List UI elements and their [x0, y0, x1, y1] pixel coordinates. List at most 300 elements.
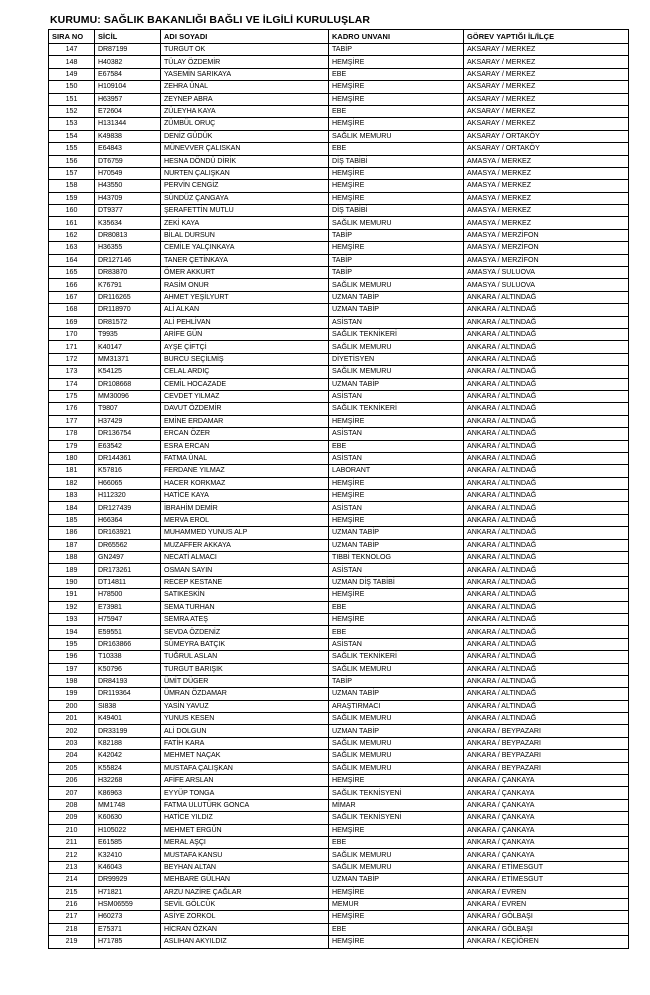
- cell-adi-soyadi: ALİ DOLGUN: [161, 725, 329, 737]
- cell-adi-soyadi: FATMA ÜNAL: [161, 452, 329, 464]
- cell-kadro-unvani: UZMAN TABİP: [329, 378, 464, 390]
- table-row: [49, 254, 629, 266]
- cell-gorev-yeri: ANKARA / GÖLBAŞI: [464, 923, 629, 935]
- cell-sicil: DR144361: [95, 452, 161, 464]
- cell-gorev-yeri: ANKARA / ALTINDAĞ: [464, 626, 629, 638]
- cell-adi-soyadi: CEMİL HOCAZADE: [161, 378, 329, 390]
- cell-adi-soyadi: TUĞRUL ASLAN: [161, 651, 329, 663]
- cell-gorev-yeri: AMASYA / MERZİFON: [464, 242, 629, 254]
- cell-sicil: K50796: [95, 663, 161, 675]
- cell-gorev-yeri: ANKARA / ALTINDAĞ: [464, 688, 629, 700]
- cell-sira-no: 153: [49, 118, 95, 130]
- cell-kadro-unvani: DİŞ TABİBİ: [329, 205, 464, 217]
- cell-sira-no: 154: [49, 130, 95, 142]
- cell-sira-no: 205: [49, 762, 95, 774]
- cell-sicil: DR118970: [95, 304, 161, 316]
- cell-kadro-unvani: HEMŞİRE: [329, 81, 464, 93]
- cell-kadro-unvani: SAĞLIK TEKNİSYENİ: [329, 787, 464, 799]
- cell-gorev-yeri: ANKARA / ALTINDAĞ: [464, 651, 629, 663]
- table-row: [49, 527, 629, 539]
- cell-sira-no: 207: [49, 787, 95, 799]
- cell-gorev-yeri: ANKARA / ALTINDAĞ: [464, 502, 629, 514]
- cell-gorev-yeri: ANKARA / EVREN: [464, 886, 629, 898]
- cell-adi-soyadi: FATİH KARA: [161, 737, 329, 749]
- table-row: [49, 601, 629, 613]
- cell-adi-soyadi: MÜNEVVER ÇALISKAN: [161, 143, 329, 155]
- cell-sicil: DR99929: [95, 874, 161, 886]
- table-row: [49, 155, 629, 167]
- cell-sicil: MM1748: [95, 799, 161, 811]
- cell-sira-no: 184: [49, 502, 95, 514]
- table-row: [49, 328, 629, 340]
- cell-sira-no: 213: [49, 861, 95, 873]
- cell-gorev-yeri: ANKARA / ALTINDAĞ: [464, 713, 629, 725]
- table-row: [49, 316, 629, 328]
- cell-sira-no: 188: [49, 552, 95, 564]
- cell-sira-no: 164: [49, 254, 95, 266]
- cell-gorev-yeri: ANKARA / ÇANKAYA: [464, 787, 629, 799]
- cell-adi-soyadi: ÖMER AKKURT: [161, 267, 329, 279]
- table-row: [49, 118, 629, 130]
- cell-adi-soyadi: RECEP KESTANE: [161, 576, 329, 588]
- table-row: [49, 242, 629, 254]
- cell-sicil: K42042: [95, 750, 161, 762]
- cell-sira-no: 179: [49, 440, 95, 452]
- cell-kadro-unvani: ASİSTAN: [329, 502, 464, 514]
- cell-kadro-unvani: EBE: [329, 68, 464, 80]
- cell-gorev-yeri: AMASYA / MERKEZ: [464, 205, 629, 217]
- cell-sicil: SI838: [95, 700, 161, 712]
- cell-gorev-yeri: ANKARA / ALTINDAĞ: [464, 514, 629, 526]
- table-row: [49, 440, 629, 452]
- cell-sicil: T9935: [95, 328, 161, 340]
- cell-kadro-unvani: SAĞLIK MEMURU: [329, 217, 464, 229]
- table-row: [49, 589, 629, 601]
- cell-kadro-unvani: EBE: [329, 105, 464, 117]
- cell-kadro-unvani: HEMŞİRE: [329, 514, 464, 526]
- cell-sicil: DR127146: [95, 254, 161, 266]
- cell-sicil: DR84193: [95, 675, 161, 687]
- cell-kadro-unvani: HEMŞİRE: [329, 589, 464, 601]
- cell-sira-no: 210: [49, 824, 95, 836]
- cell-gorev-yeri: ANKARA / ALTINDAĞ: [464, 403, 629, 415]
- cell-sira-no: 149: [49, 68, 95, 80]
- table-row: [49, 477, 629, 489]
- cell-kadro-unvani: HEMŞİRE: [329, 936, 464, 948]
- cell-gorev-yeri: ANKARA / ALTINDAĞ: [464, 378, 629, 390]
- cell-sira-no: 200: [49, 700, 95, 712]
- cell-sira-no: 185: [49, 514, 95, 526]
- cell-sicil: DR81572: [95, 316, 161, 328]
- table-row: [49, 502, 629, 514]
- cell-sira-no: 166: [49, 279, 95, 291]
- cell-sicil: DR65562: [95, 539, 161, 551]
- cell-gorev-yeri: ANKARA / ALTINDAĞ: [464, 465, 629, 477]
- cell-sira-no: 158: [49, 180, 95, 192]
- cell-adi-soyadi: HESNA DÖNDÜ DİRİK: [161, 155, 329, 167]
- cell-kadro-unvani: HEMŞİRE: [329, 824, 464, 836]
- cell-sicil: H112320: [95, 490, 161, 502]
- cell-sicil: H78500: [95, 589, 161, 601]
- cell-sira-no: 160: [49, 205, 95, 217]
- cell-sicil: K60630: [95, 812, 161, 824]
- cell-sicil: DR87199: [95, 44, 161, 56]
- table-row: [49, 824, 629, 836]
- column-header-adi-soyadi: ADI SOYADI: [161, 30, 329, 44]
- cell-sira-no: 217: [49, 911, 95, 923]
- cell-gorev-yeri: AMASYA / MERZİFON: [464, 229, 629, 241]
- cell-gorev-yeri: ANKARA / ALTINDAĞ: [464, 328, 629, 340]
- cell-adi-soyadi: MEHBARE GÜLHAN: [161, 874, 329, 886]
- cell-adi-soyadi: MERVA EROL: [161, 514, 329, 526]
- cell-adi-soyadi: BURCU SEÇİLMİŞ: [161, 353, 329, 365]
- cell-gorev-yeri: AKSARAY / MERKEZ: [464, 93, 629, 105]
- cell-sira-no: 151: [49, 93, 95, 105]
- cell-sicil: T9807: [95, 403, 161, 415]
- table-row: [49, 787, 629, 799]
- cell-kadro-unvani: DİŞ TABİBİ: [329, 155, 464, 167]
- cell-adi-soyadi: ASLIHAN AKYILDIZ: [161, 936, 329, 948]
- cell-sira-no: 159: [49, 192, 95, 204]
- cell-sira-no: 190: [49, 576, 95, 588]
- table-row: [49, 651, 629, 663]
- cell-sicil: DR163866: [95, 638, 161, 650]
- cell-kadro-unvani: TIBBİ TEKNOLOG: [329, 552, 464, 564]
- cell-sicil: E63542: [95, 440, 161, 452]
- cell-sira-no: 168: [49, 304, 95, 316]
- cell-sira-no: 209: [49, 812, 95, 824]
- cell-kadro-unvani: HEMŞİRE: [329, 490, 464, 502]
- cell-kadro-unvani: EBE: [329, 837, 464, 849]
- cell-gorev-yeri: ANKARA / ALTINDAĞ: [464, 428, 629, 440]
- cell-kadro-unvani: TABİP: [329, 254, 464, 266]
- cell-sicil: E59551: [95, 626, 161, 638]
- cell-gorev-yeri: ANKARA / ETİMESGUT: [464, 861, 629, 873]
- table-row: [49, 217, 629, 229]
- cell-kadro-unvani: ASİSTAN: [329, 390, 464, 402]
- table-row: [49, 775, 629, 787]
- cell-sicil: H37429: [95, 415, 161, 427]
- cell-gorev-yeri: ANKARA / BEYPAZARI: [464, 725, 629, 737]
- cell-sicil: E72604: [95, 105, 161, 117]
- table-row: [49, 143, 629, 155]
- cell-adi-soyadi: TURGUT BARIŞIK: [161, 663, 329, 675]
- table-row: [49, 192, 629, 204]
- cell-sira-no: 216: [49, 898, 95, 910]
- cell-sira-no: 183: [49, 490, 95, 502]
- cell-kadro-unvani: ARAŞTIRMACI: [329, 700, 464, 712]
- cell-sira-no: 181: [49, 465, 95, 477]
- cell-kadro-unvani: SAĞLIK MEMURU: [329, 750, 464, 762]
- cell-sira-no: 156: [49, 155, 95, 167]
- cell-kadro-unvani: SAĞLIK MEMURU: [329, 713, 464, 725]
- table-row: [49, 452, 629, 464]
- cell-gorev-yeri: AMASYA / SULUOVA: [464, 267, 629, 279]
- cell-sicil: H63957: [95, 93, 161, 105]
- cell-sicil: K82188: [95, 737, 161, 749]
- cell-sicil: H40382: [95, 56, 161, 68]
- cell-sira-no: 203: [49, 737, 95, 749]
- cell-kadro-unvani: ASİSTAN: [329, 638, 464, 650]
- cell-adi-soyadi: DENİZ GÜDÜK: [161, 130, 329, 142]
- cell-sira-no: 169: [49, 316, 95, 328]
- cell-adi-soyadi: ARZU NAZİRE ÇAĞLAR: [161, 886, 329, 898]
- cell-sira-no: 199: [49, 688, 95, 700]
- cell-gorev-yeri: ANKARA / ALTINDAĞ: [464, 452, 629, 464]
- cell-adi-soyadi: TANER ÇETİNKAYA: [161, 254, 329, 266]
- cell-kadro-unvani: HEMŞİRE: [329, 192, 464, 204]
- cell-gorev-yeri: ANKARA / ÇANKAYA: [464, 812, 629, 824]
- cell-adi-soyadi: BEYHAN ALTAN: [161, 861, 329, 873]
- table-row: [49, 861, 629, 873]
- cell-adi-soyadi: ASİYE ZORKOL: [161, 911, 329, 923]
- page-title: KURUMU: SAĞLIK BAKANLIĞI BAĞLI VE İLGİLİ KURULUŞLAR: [50, 14, 371, 26]
- cell-gorev-yeri: ANKARA / ALTINDAĞ: [464, 589, 629, 601]
- cell-kadro-unvani: EBE: [329, 440, 464, 452]
- cell-adi-soyadi: ÜMİT DÜGER: [161, 675, 329, 687]
- table-row: [49, 415, 629, 427]
- cell-sira-no: 167: [49, 291, 95, 303]
- cell-adi-soyadi: ESRA ERCAN: [161, 440, 329, 452]
- column-header-sira-no: SIRA NO: [49, 30, 95, 44]
- cell-kadro-unvani: TABİP: [329, 229, 464, 241]
- table-row: [49, 130, 629, 142]
- cell-sicil: H75947: [95, 613, 161, 625]
- table-row: [49, 539, 629, 551]
- cell-kadro-unvani: ASİSTAN: [329, 316, 464, 328]
- cell-kadro-unvani: HEMŞİRE: [329, 775, 464, 787]
- cell-adi-soyadi: NECATİ ALMACI: [161, 552, 329, 564]
- cell-sira-no: 177: [49, 415, 95, 427]
- cell-kadro-unvani: HEMŞİRE: [329, 477, 464, 489]
- cell-sira-no: 204: [49, 750, 95, 762]
- cell-sira-no: 174: [49, 378, 95, 390]
- cell-gorev-yeri: ANKARA / ÇANKAYA: [464, 799, 629, 811]
- cell-sira-no: 187: [49, 539, 95, 551]
- cell-sira-no: 157: [49, 167, 95, 179]
- cell-gorev-yeri: AKSARAY / MERKEZ: [464, 44, 629, 56]
- table-row: [49, 663, 629, 675]
- cell-adi-soyadi: FERDANE YILMAZ: [161, 465, 329, 477]
- cell-kadro-unvani: UZMAN TABİP: [329, 539, 464, 551]
- cell-gorev-yeri: AMASYA / MERKEZ: [464, 155, 629, 167]
- cell-gorev-yeri: AKSARAY / MERKEZ: [464, 81, 629, 93]
- cell-kadro-unvani: UZMAN TABİP: [329, 688, 464, 700]
- table-row: [49, 105, 629, 117]
- cell-kadro-unvani: SAĞLIK TEKNİKERİ: [329, 328, 464, 340]
- cell-adi-soyadi: PERVİN CENGİZ: [161, 180, 329, 192]
- table-row: [49, 56, 629, 68]
- cell-adi-soyadi: CEMİLE YALÇINKAYA: [161, 242, 329, 254]
- cell-kadro-unvani: HEMŞİRE: [329, 180, 464, 192]
- cell-sira-no: 176: [49, 403, 95, 415]
- cell-sicil: DR33199: [95, 725, 161, 737]
- table-row: [49, 44, 629, 56]
- cell-sicil: E67584: [95, 68, 161, 80]
- cell-sicil: DR83870: [95, 267, 161, 279]
- cell-sira-no: 197: [49, 663, 95, 675]
- table-row: [49, 638, 629, 650]
- cell-kadro-unvani: UZMAN TABİP: [329, 725, 464, 737]
- cell-adi-soyadi: SEMRA ATEŞ: [161, 613, 329, 625]
- cell-sira-no: 180: [49, 452, 95, 464]
- cell-sira-no: 148: [49, 56, 95, 68]
- cell-gorev-yeri: AMASYA / MERKEZ: [464, 180, 629, 192]
- cell-kadro-unvani: HEMŞİRE: [329, 242, 464, 254]
- cell-adi-soyadi: RASİM ONUR: [161, 279, 329, 291]
- cell-sira-no: 206: [49, 775, 95, 787]
- cell-gorev-yeri: ANKARA / BEYPAZARI: [464, 737, 629, 749]
- cell-sicil: GN2497: [95, 552, 161, 564]
- cell-sicil: H131344: [95, 118, 161, 130]
- cell-adi-soyadi: ÜMRAN ÖZDAMAR: [161, 688, 329, 700]
- table-row: [49, 898, 629, 910]
- cell-sicil: K35634: [95, 217, 161, 229]
- cell-sira-no: 165: [49, 267, 95, 279]
- cell-adi-soyadi: ŞERAFETTİN MUTLU: [161, 205, 329, 217]
- cell-sira-no: 147: [49, 44, 95, 56]
- cell-gorev-yeri: ANKARA / ALTINDAĞ: [464, 527, 629, 539]
- cell-adi-soyadi: CELAL ARDIÇ: [161, 366, 329, 378]
- cell-gorev-yeri: ANKARA / ALTINDAĞ: [464, 564, 629, 576]
- cell-sicil: DT9377: [95, 205, 161, 217]
- cell-adi-soyadi: YUNUS KESEN: [161, 713, 329, 725]
- cell-adi-soyadi: TÜLAY ÖZDEMİR: [161, 56, 329, 68]
- cell-sira-no: 212: [49, 849, 95, 861]
- table-row: [49, 812, 629, 824]
- cell-adi-soyadi: SATIKESKİN: [161, 589, 329, 601]
- cell-kadro-unvani: SAĞLIK MEMURU: [329, 849, 464, 861]
- cell-kadro-unvani: SAĞLIK TEKNİKERİ: [329, 651, 464, 663]
- cell-kadro-unvani: ASİSTAN: [329, 564, 464, 576]
- cell-adi-soyadi: CEVDET YILMAZ: [161, 390, 329, 402]
- cell-kadro-unvani: SAĞLIK MEMURU: [329, 663, 464, 675]
- cell-gorev-yeri: ANKARA / ALTINDAĞ: [464, 353, 629, 365]
- cell-adi-soyadi: HİCRAN ÖZKAN: [161, 923, 329, 935]
- cell-gorev-yeri: AKSARAY / MERKEZ: [464, 56, 629, 68]
- table-row: [49, 366, 629, 378]
- cell-adi-soyadi: ARİFE GÜN: [161, 328, 329, 340]
- table-row: [49, 341, 629, 353]
- cell-kadro-unvani: UZMAN TABİP: [329, 304, 464, 316]
- cell-adi-soyadi: ZÜMBÜL ORUÇ: [161, 118, 329, 130]
- cell-sira-no: 155: [49, 143, 95, 155]
- cell-sicil: DR173261: [95, 564, 161, 576]
- table-row: [49, 390, 629, 402]
- table-row: [49, 291, 629, 303]
- cell-gorev-yeri: ANKARA / ALTINDAĞ: [464, 675, 629, 687]
- table-body: [49, 44, 629, 949]
- cell-adi-soyadi: AYŞE ÇİFTÇİ: [161, 341, 329, 353]
- cell-gorev-yeri: ANKARA / ALTINDAĞ: [464, 601, 629, 613]
- cell-sicil: H109104: [95, 81, 161, 93]
- cell-kadro-unvani: HEMŞİRE: [329, 93, 464, 105]
- cell-adi-soyadi: ZEKİ KAYA: [161, 217, 329, 229]
- cell-sira-no: 171: [49, 341, 95, 353]
- cell-sira-no: 150: [49, 81, 95, 93]
- cell-sira-no: 194: [49, 626, 95, 638]
- cell-sicil: E73981: [95, 601, 161, 613]
- cell-kadro-unvani: SAĞLIK MEMURU: [329, 737, 464, 749]
- cell-sira-no: 195: [49, 638, 95, 650]
- cell-gorev-yeri: ANKARA / ALTINDAĞ: [464, 638, 629, 650]
- cell-sira-no: 162: [49, 229, 95, 241]
- table-row: [49, 675, 629, 687]
- cell-sira-no: 219: [49, 936, 95, 948]
- cell-kadro-unvani: MİMAR: [329, 799, 464, 811]
- cell-kadro-unvani: EBE: [329, 626, 464, 638]
- cell-kadro-unvani: SAĞLIK MEMURU: [329, 279, 464, 291]
- cell-kadro-unvani: SAĞLIK MEMURU: [329, 366, 464, 378]
- cell-adi-soyadi: AHMET YEŞİLYURT: [161, 291, 329, 303]
- table-header-row: [49, 30, 629, 44]
- cell-adi-soyadi: SEMA TURHAN: [161, 601, 329, 613]
- column-header-kadro-unvani: KADRO UNVANI: [329, 30, 464, 44]
- cell-adi-soyadi: SÜNDÜZ ÇANGAYA: [161, 192, 329, 204]
- column-header-gorev-yeri: GÖREV YAPTIĞI İL/İLÇE: [464, 30, 629, 44]
- cell-kadro-unvani: TABİP: [329, 675, 464, 687]
- cell-kadro-unvani: ASİSTAN: [329, 428, 464, 440]
- cell-kadro-unvani: UZMAN TABİP: [329, 874, 464, 886]
- cell-gorev-yeri: AKSARAY / MERKEZ: [464, 105, 629, 117]
- cell-gorev-yeri: AMASYA / MERKEZ: [464, 217, 629, 229]
- cell-sira-no: 192: [49, 601, 95, 613]
- table-row: [49, 93, 629, 105]
- cell-sira-no: 189: [49, 564, 95, 576]
- cell-sicil: K49401: [95, 713, 161, 725]
- cell-gorev-yeri: AKSARAY / MERKEZ: [464, 118, 629, 130]
- cell-sicil: DR163921: [95, 527, 161, 539]
- cell-sira-no: 218: [49, 923, 95, 935]
- cell-kadro-unvani: HEMŞİRE: [329, 167, 464, 179]
- table-row: [49, 762, 629, 774]
- cell-sicil: E64843: [95, 143, 161, 155]
- table-row: [49, 304, 629, 316]
- table-row: [49, 700, 629, 712]
- table-row: [49, 267, 629, 279]
- cell-sicil: H43550: [95, 180, 161, 192]
- cell-sicil: H32268: [95, 775, 161, 787]
- cell-sira-no: 173: [49, 366, 95, 378]
- cell-adi-soyadi: TURGUT OK: [161, 44, 329, 56]
- table-row: [49, 279, 629, 291]
- cell-adi-soyadi: SEVİL GÖLCÜK: [161, 898, 329, 910]
- table-row: [49, 750, 629, 762]
- cell-sicil: K32410: [95, 849, 161, 861]
- cell-sira-no: 152: [49, 105, 95, 117]
- cell-sira-no: 161: [49, 217, 95, 229]
- personnel-table: [48, 29, 629, 949]
- table-row: [49, 737, 629, 749]
- cell-kadro-unvani: TABİP: [329, 267, 464, 279]
- table-row: [49, 68, 629, 80]
- cell-adi-soyadi: ALİ ALKAN: [161, 304, 329, 316]
- cell-gorev-yeri: AKSARAY / MERKEZ: [464, 68, 629, 80]
- cell-sicil: E75371: [95, 923, 161, 935]
- cell-adi-soyadi: MEHMET NAÇAK: [161, 750, 329, 762]
- cell-gorev-yeri: ANKARA / BEYPAZARI: [464, 762, 629, 774]
- cell-kadro-unvani: SAĞLIK MEMURU: [329, 762, 464, 774]
- cell-adi-soyadi: OSMAN SAYIN: [161, 564, 329, 576]
- cell-gorev-yeri: ANKARA / ALTINDAĞ: [464, 366, 629, 378]
- cell-sira-no: 211: [49, 837, 95, 849]
- table-row: [49, 514, 629, 526]
- cell-kadro-unvani: SAĞLIK MEMURU: [329, 341, 464, 353]
- cell-sira-no: 202: [49, 725, 95, 737]
- cell-adi-soyadi: DAVUT ÖZDEMİR: [161, 403, 329, 415]
- cell-gorev-yeri: ANKARA / ALTINDAĞ: [464, 490, 629, 502]
- cell-sicil: MM31371: [95, 353, 161, 365]
